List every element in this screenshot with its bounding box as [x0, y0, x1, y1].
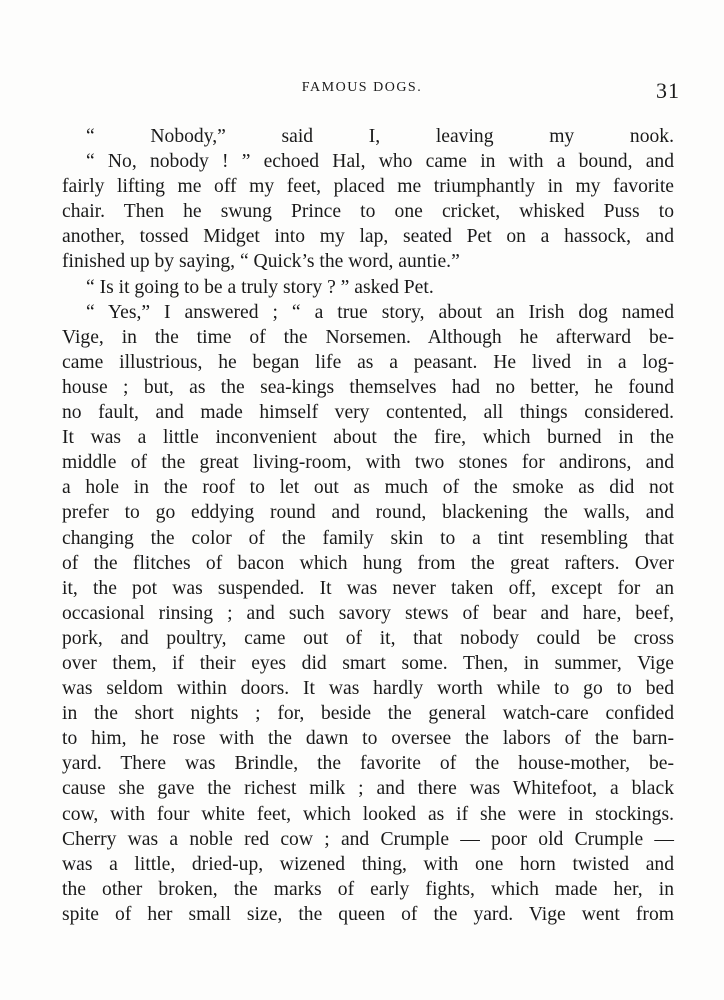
text-line: another, tossed Midget into my lap, seated Pet on a hassock, and — [62, 226, 674, 248]
text-line: spite of her small size, the queen of the yard. Vige went from — [62, 903, 674, 925]
text-line: pork, and poultry, came out of it, that nobody could be cross — [62, 627, 674, 649]
text-line: Cherry was a noble red cow ; and Crumple — poor old Crumple — — [62, 828, 674, 850]
text-line: of the flitches of bacon which hung from the great rafters. Over — [62, 552, 674, 574]
body-text — [62, 124, 674, 927]
text-line: occasional rinsing ; and such savory stews of bear and hare, beef, — [62, 602, 674, 624]
text-line: “ Is it going to be a truly story ? ” asked Pet. — [86, 276, 434, 298]
text-line: fairly lifting me off my feet, placed me triumphantly in my favorite — [62, 176, 674, 198]
text-line: “ Nobody,” said I, leaving my nook. — [86, 126, 674, 147]
text-line: middle of the great living-room, with two stones for andirons, and — [62, 452, 674, 474]
text-line: changing the color of the family skin to a tint resembling that — [62, 527, 674, 549]
text-line: chair. Then he swung Prince to one cricket, whisked Puss to — [62, 201, 674, 223]
text-line: no fault, and made himself very contented, all things considered. — [62, 402, 674, 424]
text-line: was a little, dried-up, wizened thing, with one horn twisted and — [62, 853, 674, 875]
text-line: “ Yes,” I answered ; “ a true story, about an Irish dog named — [86, 301, 674, 323]
text-line: to him, he rose with the dawn to oversee the labors of the barn- — [62, 728, 674, 750]
text-line: it, the pot was suspended. It was never taken off, except for an — [62, 577, 674, 599]
text-line: finished up by saying, “ Quick’s the word, auntie.” — [62, 251, 460, 273]
text-line: was seldom within doors. It was hardly worth while to go to bed — [62, 678, 674, 700]
text-line: the other broken, the marks of early fights, which made her, in — [62, 878, 674, 900]
text-line: Vige, in the time of the Norsemen. Although he afterward be- — [62, 326, 674, 348]
running-title: FAMOUS DOGS. — [301, 80, 423, 95]
page-number: 31 — [656, 78, 680, 103]
running-header — [0, 78, 724, 104]
text-line: cause she gave the richest milk ; and there was Whitefoot, a black — [62, 778, 674, 800]
text-line: over them, if their eyes did smart some. Then, in summer, Vige — [62, 652, 674, 674]
text-line: house ; but, as the sea-kings themselves had no better, he found — [62, 376, 674, 398]
text-line: It was a little inconvenient about the fire, which burned in the — [62, 427, 674, 449]
text-line: yard. There was Brindle, the favorite of the house-mother, be- — [62, 753, 674, 775]
text-line: “ No, nobody ! ” echoed Hal, who came in with a bound, and — [86, 151, 674, 173]
text-line: prefer to go eddying round and round, blackening the walls, and — [62, 502, 674, 524]
text-line: came illustrious, he began life as a peasant. He lived in a log- — [62, 351, 674, 373]
text-line: cow, with four white feet, which looked as if she were in stockings. — [62, 803, 674, 825]
text-line: in the short nights ; for, beside the general watch-care confided — [62, 703, 674, 725]
text-line: a hole in the roof to let out as much of the smoke as did not — [62, 477, 674, 499]
